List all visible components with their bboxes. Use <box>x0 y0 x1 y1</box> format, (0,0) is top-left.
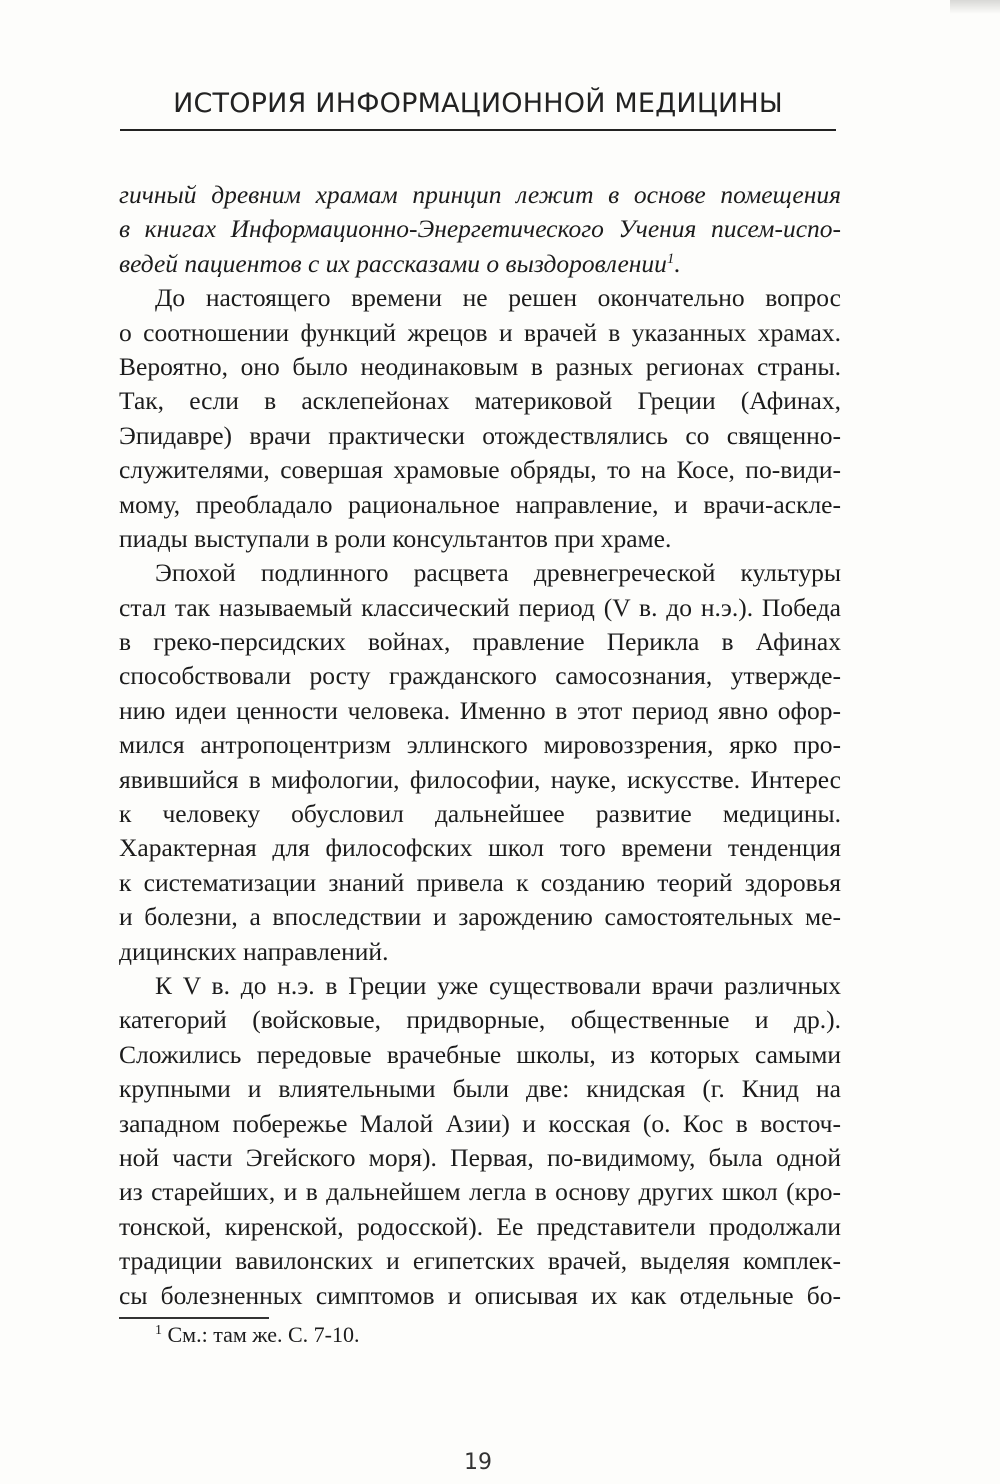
line-text: западном побережье Малой Азии) и косская (о. Кос в восточ- <box>119 1108 841 1138</box>
footnote-text: См.: там же. С. 7-10. <box>167 1322 360 1347</box>
line-text: в книгах Информационно-Энергетического Учения писем-испо- <box>119 214 841 244</box>
text-line <box>119 900 841 934</box>
text-line <box>119 625 841 659</box>
line-text: мому, преобладало рациональное направление, и врачи-аскле- <box>119 489 841 519</box>
text-line <box>119 694 841 728</box>
text-line <box>119 212 841 246</box>
text-line <box>119 591 841 625</box>
line-text: способствовали росту гражданского самосознания, утвержде- <box>119 661 841 691</box>
line-text: Так, если в асклепейонах материковой Греции (Афинах, <box>119 386 841 416</box>
line-text: До настоящего времени не решен окончательно вопрос <box>155 283 841 313</box>
line-text: явившийся в мифологии, философии, науке, искусстве. Интерес <box>119 764 841 794</box>
text-line <box>119 316 841 350</box>
text-line <box>119 453 841 487</box>
line-text: к человеку обусловил дальнейшее развитие медицины. <box>119 799 841 829</box>
text-line <box>119 935 841 969</box>
text-line <box>119 1038 841 1072</box>
scan-edge-mark <box>950 0 1000 14</box>
line-text: гичный древним храмам принцип лежит в основе помещения <box>119 180 841 209</box>
line-text: традиции вавилонских и египетских врачей, выделяя комплек- <box>119 1246 841 1276</box>
line-text: тонской, киренской, родосской). Ее представители продолжали <box>119 1211 841 1241</box>
line-text: пиады выступали в роли консультантов при храме. <box>119 523 672 553</box>
text-line <box>119 1107 841 1141</box>
text-line <box>119 488 841 522</box>
text-line <box>119 178 841 212</box>
line-text: ведей пациентов с их рассказами о выздоровлении <box>119 248 667 278</box>
text-line <box>119 1279 841 1313</box>
text-line <box>119 659 841 693</box>
text-line <box>119 1141 841 1175</box>
text-line <box>119 831 841 865</box>
line-text: ной части Эгейского моря). Первая, по-видимому, была одной <box>119 1142 841 1172</box>
line-text: Сложились передовые врачебные школы, из которых самыми <box>119 1039 841 1069</box>
text-line <box>119 728 841 762</box>
text-line <box>119 1210 841 1244</box>
running-head: ИСТОРИЯ ИНФОРМАЦИОННОЙ МЕДИЦИНЫ <box>173 88 783 119</box>
footnote-marker: 1 <box>155 1323 162 1338</box>
text-line <box>119 866 841 900</box>
text-line <box>119 763 841 797</box>
text-line <box>119 522 841 556</box>
text-line <box>119 384 841 418</box>
line-text: к систематизации знаний привела к созданию теорий здоровья <box>119 867 841 897</box>
text-line <box>119 969 841 1003</box>
line-text: нию идеи ценности человека. Именно в этот период явно офор- <box>119 695 841 725</box>
end-punctuation: . <box>674 248 681 278</box>
body-text <box>119 178 841 1313</box>
text-line <box>119 350 841 384</box>
text-line <box>119 1244 841 1278</box>
text-line <box>119 1175 841 1209</box>
line-text: К V в. до н.э. в Греции уже существовали врачи различных <box>155 970 841 1000</box>
line-text: крупными и влиятельными были две: книдская (г. Книд на <box>119 1074 841 1104</box>
line-text: дицинских направлений. <box>119 936 389 966</box>
line-text: Эпидавре) врачи практически отождествлялись со священно- <box>119 420 841 450</box>
footnote-reference: 1 <box>666 250 675 267</box>
line-text: мился антропоцентризм эллинского мировоззрения, ярко про- <box>119 730 841 760</box>
text-line <box>119 797 841 831</box>
line-text: стал так называемый классический период (V в. до н.э.). Победа <box>119 592 841 622</box>
page-number: 19 <box>464 1450 492 1475</box>
line-text: категорий (войсковые, придворные, общественные и др.). <box>119 1005 841 1035</box>
text-line <box>119 1072 841 1106</box>
text-line <box>119 247 841 281</box>
line-text: Характерная для философских школ того времени тенденция <box>119 833 841 863</box>
line-text: Эпохой подлинного расцвета древнегреческой культуры <box>155 558 841 588</box>
line-text: Вероятно, оно было неодинаковым в разных регионах страны. <box>119 351 841 381</box>
line-text: из старейших, и в дальнейшем легла в основу других школ (кро- <box>119 1177 841 1207</box>
footnote <box>155 1322 359 1348</box>
text-line <box>119 281 841 315</box>
line-text: и болезни, а впоследствии и зарождению самостоятельных ме- <box>119 902 841 932</box>
header-rule <box>120 129 836 131</box>
text-line <box>119 1003 841 1037</box>
text-line <box>119 556 841 590</box>
line-text: о соотношении функций жрецов и врачей в указанных храмах. <box>119 317 841 347</box>
text-line <box>119 419 841 453</box>
line-text: сы болезненных симптомов и описывая их как отдельные бо- <box>119 1280 841 1310</box>
footnote-separator <box>119 1317 269 1319</box>
line-text: в греко-персидских войнах, правление Перикла в Афинах <box>119 627 841 657</box>
line-text: служителями, совершая храмовые обряды, то на Косе, по-види- <box>119 455 841 485</box>
